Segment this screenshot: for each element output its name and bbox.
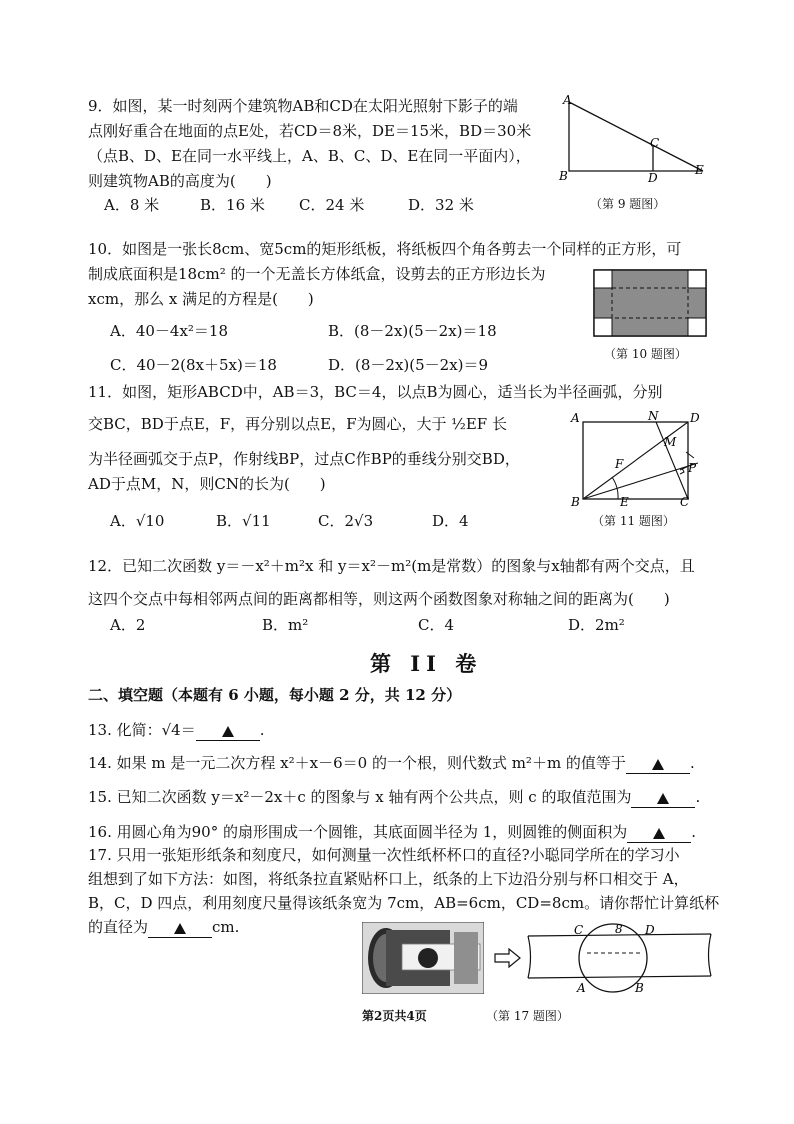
answer-blank <box>626 753 690 774</box>
q17-label-c: C <box>574 923 584 937</box>
q10-figure <box>592 268 710 340</box>
q11-label-d: D <box>690 411 700 425</box>
q14-text: 14. 如果 m 是一元二次方程 x²＋x－6＝0 的一个根，则代数式 m²＋m 的值等于 <box>88 754 626 772</box>
q15: 15. 已知二次函数 y＝x²－2x＋c 的图象与 x 轴有两个公共点，则 c 的取值范围为 . <box>88 788 701 806</box>
q17-figure <box>525 920 713 998</box>
q9-label-d: D <box>648 171 658 182</box>
q11-option-a: A．√10 <box>110 512 165 530</box>
q12-option-b: B．m² <box>262 616 309 634</box>
triangle-icon <box>174 923 186 934</box>
q13-text: 13. 化简：√4＝ <box>88 721 196 739</box>
q10-caption: （第 10 题图） <box>604 347 687 361</box>
answer-blank <box>148 917 212 938</box>
q12-option-c: C．4 <box>418 616 455 634</box>
q11-label-p: P <box>688 461 697 475</box>
q9-option-c: C．24 米 <box>299 196 365 214</box>
q17-label-8: 8 <box>615 922 623 936</box>
q9-line-4: 则建筑物AB的高度为( ) <box>88 172 272 190</box>
answer-blank <box>631 787 695 808</box>
q11-figure <box>568 408 708 508</box>
q9-label-a: A <box>563 93 572 107</box>
q11-label-e: E <box>620 495 629 508</box>
q9-line-3: （点B、D、E在同一水平线上，A、B、C、D、E在同一平面内）， <box>88 147 531 165</box>
q17-label-a: A <box>577 981 586 995</box>
q16-text: 16. 用圆心角为90° 的扇形围成一个圆锥，其底面圆半径为 1，则圆锥的侧面积为 <box>88 823 628 841</box>
q10-line-3: xcm，那么 x 满足的方程是( ) <box>88 290 314 308</box>
q11-label-m: M <box>664 435 677 449</box>
q17-last-text: 的直径为 <box>88 918 149 936</box>
q11-label-a: A <box>571 411 580 425</box>
page-footer: 第2页共4页 <box>362 1009 427 1023</box>
q17-line-2: 组想到了如下方法：如图，将纸条拉直紧贴杯口上，纸条的上下边沿分别与杯口相交于 A， <box>88 870 689 888</box>
triangle-icon <box>652 759 664 770</box>
q9-figure <box>555 92 715 182</box>
q15-text: 15. 已知二次函数 y＝x²－2x＋c 的图象与 x 轴有两个公共点，则 c 的取值范围为 <box>88 788 632 806</box>
answer-blank <box>196 720 260 741</box>
q9-line-2: 点刚好重合在地面的点E处，若CD＝8米，DE＝15米，BD＝30米 <box>88 122 532 140</box>
q17-line-3: B，C，D 四点，利用刻度尺量得该纸条宽为 7cm，AB=6cm，CD=8cm。请你帮忙计算纸杯 <box>88 894 720 912</box>
q12-line-1: 12．已知二次函数 y＝－x²＋m²x 和 y＝x²－m²(m是常数）的图象与x轴都有两个交点，且 <box>88 557 695 575</box>
q10-option-b: B．(8－2x)(5－2x)＝18 <box>328 322 497 340</box>
q10-option-c: C．40－2(8x＋5x)＝18 <box>110 356 277 374</box>
q16: 16. 用圆心角为90° 的扇形围成一个圆锥，其底面圆半径为 1，则圆锥的侧面积为 . <box>88 823 697 841</box>
q10-line-2: 制成底面积是18cm² 的一个无盖长方体纸盒，设剪去的正方形边长为 <box>88 265 546 283</box>
q9-caption: （第 9 题图） <box>590 197 666 211</box>
q17-label-d: D <box>645 923 655 937</box>
q11-option-d: D．4 <box>432 512 469 530</box>
q11-option-b: B．√11 <box>216 512 271 530</box>
q9-option-d: D．32 米 <box>408 196 474 214</box>
q11-line-3: 为半径画弧交于点P，作射线BP，过点C作BP的垂线分别交BD， <box>88 450 520 468</box>
q12-option-a: A．2 <box>110 616 146 634</box>
q11-line-4: AD于点M，N，则CN的长为( ) <box>88 475 326 493</box>
q9-option-b: B．16 米 <box>200 196 265 214</box>
part2-title: 第 II 卷 <box>370 651 483 676</box>
q11-option-c: C．2√3 <box>318 512 374 530</box>
q10-option-a: A．40－4x²＝18 <box>110 322 229 340</box>
q11-label-c: C <box>680 495 690 508</box>
q11-caption: （第 11 题图） <box>592 514 675 528</box>
q10-line-1: 10．如图是一张长8cm、宽5cm的矩形纸板，将纸板四个角各剪去一个同样的正方形，可 <box>88 240 682 258</box>
triangle-icon <box>657 793 669 804</box>
q11-line-1: 11．如图，矩形ABCD中，AB＝3，BC＝4，以点B为圆心，适当长为半径画弧，分别 <box>88 383 663 401</box>
q11-label-b: B <box>571 495 580 508</box>
q9-label-e: E <box>695 163 704 177</box>
q9-label-c: C <box>650 136 660 150</box>
cup-photo <box>362 922 484 994</box>
q11-label-n: N <box>648 409 659 423</box>
q17-caption: （第 17 题图） <box>486 1009 569 1023</box>
arrow-right-icon <box>494 948 522 968</box>
q12-line-2: 这四个交点中每相邻两点间的距离都相等，则这两个函数图象对称轴之间的距离为( ) <box>88 590 670 608</box>
q9-line-1: 9．如图，某一时刻两个建筑物AB和CD在太阳光照射下影子的端 <box>88 97 518 115</box>
q12-option-d: D．2m² <box>568 616 625 634</box>
triangle-icon <box>222 726 234 737</box>
q13: 13. 化简：√4＝ . <box>88 721 265 739</box>
q17-label-b: B <box>635 981 644 995</box>
triangle-icon <box>653 828 665 839</box>
q9-option-a: A．8 米 <box>104 196 160 214</box>
answer-blank <box>627 822 691 843</box>
q10-option-d: D．(8－2x)(5－2x)＝9 <box>328 356 489 374</box>
section2-heading: 二、填空题（本题有 6 小题，每小题 2 分，共 12 分） <box>88 686 462 704</box>
q14: 14. 如果 m 是一元二次方程 x²＋x－6＝0 的一个根，则代数式 m²＋m 的值等于 . <box>88 754 695 772</box>
q17-line-1: 17. 只用一张矩形纸条和刻度尺，如何测量一次性纸杯杯口的直径?小聪同学所在的学习小 <box>88 846 680 864</box>
q11-label-f: F <box>615 457 624 471</box>
q17-line-4: 的直径为 cm. <box>88 918 240 936</box>
q9-label-b: B <box>559 169 568 182</box>
q11-line-2: 交BC，BD于点E，F，再分别以点E，F为圆心，大于 ½EF 长 <box>88 415 507 433</box>
